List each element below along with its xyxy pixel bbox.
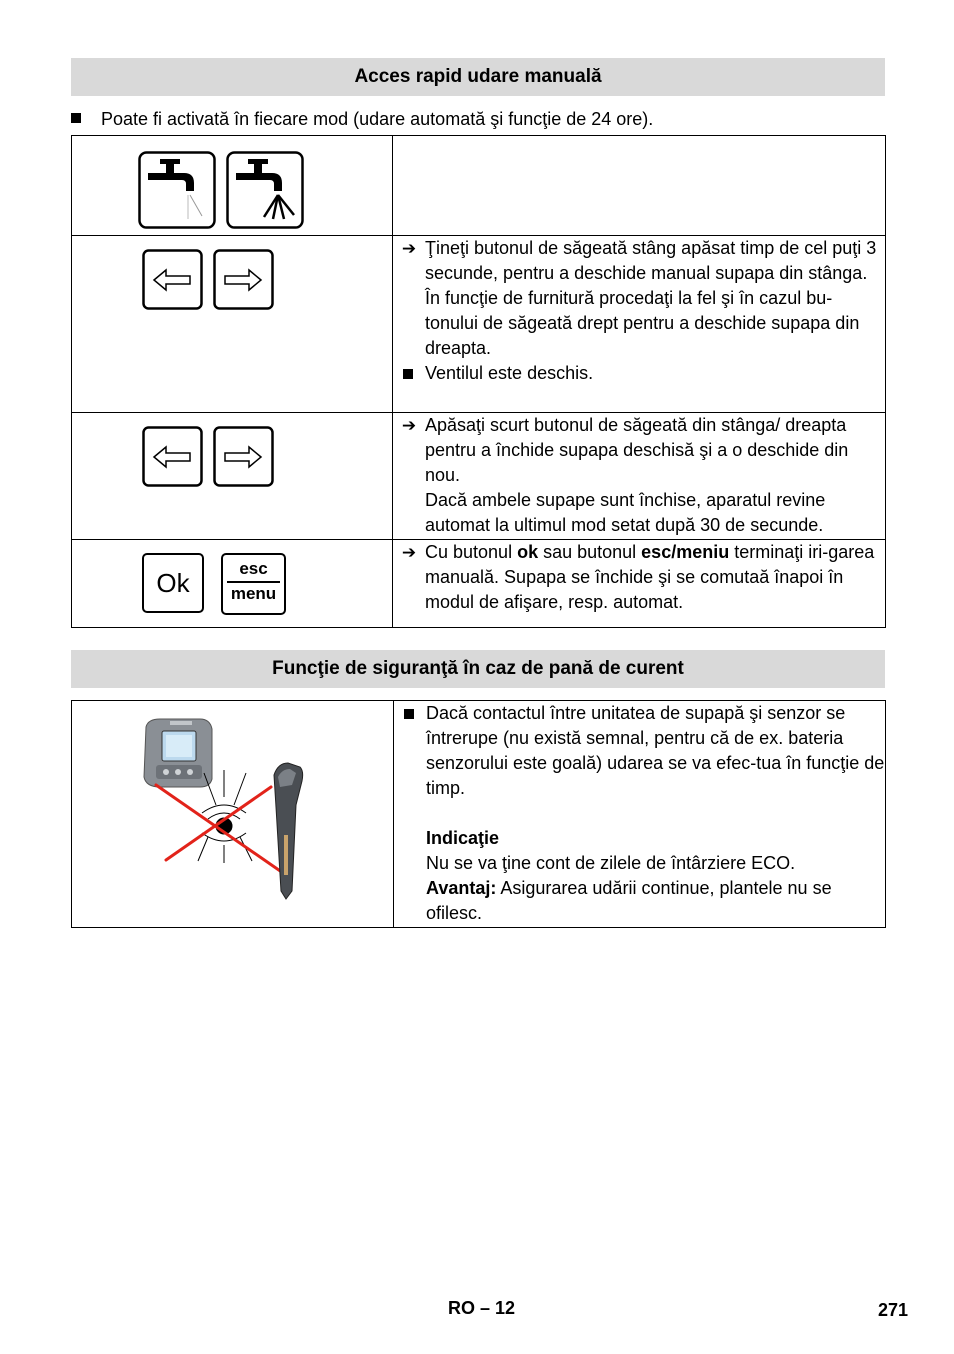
instruction-step: ➔ Cu butonul ok sau butonul esc/meniu terminaţi iri-garea manuală. Supapa se închide şi se comutaă înapoi în modul de afişare, resp. automat. (393, 540, 885, 615)
intro-bullet (71, 108, 653, 130)
instruction-note: În funcţie de furnitură procedaţi la fel şi în cazul bu-tonului de săgeată drept pentru a deschide supapa din dreapta. (425, 288, 860, 358)
arrow-right-icon: ➔ (401, 543, 417, 562)
result-item: Ventilul este deschis. (393, 361, 885, 386)
description-cell (394, 701, 886, 928)
esc-menu-key-icon: esc menu (221, 553, 286, 615)
ok-esc-keys-cell (72, 540, 393, 628)
control-unit-icon (144, 719, 212, 787)
section-title-manual-watering: Acces rapid udare manuală (71, 58, 885, 96)
manual-watering-table (71, 135, 886, 628)
red-cross-icon (156, 785, 286, 875)
tap-icons-cell (72, 136, 393, 236)
square-bullet-icon (394, 701, 426, 719)
arrow-keys (142, 249, 274, 311)
note-text: Nu se va ţine cont de zilele de întârziere ECO. (426, 853, 796, 873)
arrow-keys-cell (72, 236, 393, 413)
footer-section-label: RO – 12 (448, 1298, 516, 1318)
soil-sensor-icon (274, 763, 303, 899)
right-arrow-key-icon (215, 428, 273, 486)
arrow-keys-cell (72, 413, 393, 540)
no-signal-illustration (136, 715, 316, 905)
page-number: 271 (878, 1300, 909, 1320)
arrow-keys (142, 426, 274, 488)
instruction-step: ➔ Apăsaţi scurt butonul de săgeată din stânga/ dreapta pentru a închide supapa deschisă şi a o deschide din nou. (393, 413, 885, 488)
instruction-note: Dacă ambele supape sunt închise, aparatul revine automat la ultimul mod setat după 30 de secunde. (425, 490, 826, 535)
table-row (72, 236, 886, 413)
instruction-step: ➔ Ţineţi butonul de săgeată stâng apăsat timp de cel puţi 3 secunde, pentru a deschide manual supapa din stânga. (393, 236, 885, 286)
square-bullet-icon (393, 361, 425, 379)
square-bullet-icon (71, 113, 81, 123)
advantage-text: Avantaj: Asigurarea udării continue, plantele nu se ofilesc. (426, 878, 832, 923)
table-row (72, 701, 886, 928)
left-arrow-key-icon (144, 428, 202, 486)
instruction-cell (393, 540, 886, 628)
arrow-right-icon: ➔ (401, 239, 417, 258)
sensor-illustration-cell (72, 701, 394, 928)
note-heading: Indicaţie (426, 828, 500, 848)
right-arrow-key-icon (215, 251, 273, 309)
table-row (72, 136, 886, 236)
instruction-cell (393, 413, 886, 540)
power-failure-table (71, 700, 886, 928)
tap-drip-icon (140, 153, 215, 228)
ok-key-icon: Ok (142, 553, 204, 613)
arrow-right-icon: ➔ (401, 416, 417, 435)
tap-icons (138, 151, 308, 231)
intro-text: Poate fi activată în fiecare mod (udare automată şi funcţie de 24 ore). (101, 109, 654, 129)
empty-cell (393, 136, 886, 236)
table-row (72, 413, 886, 540)
instruction-cell (393, 236, 886, 413)
table-row (72, 540, 886, 628)
description-item: Dacă contactul între unitatea de supapă şi senzor se întrerupe (nu există semnal, pentru că de ex. bateria senzorului este goală) udarea se va efec-tua în funcţie de timp. (394, 701, 885, 801)
section-title-power-failure: Funcţie de siguranţă în caz de pană de curent (71, 650, 885, 688)
tap-spray-icon (228, 153, 303, 228)
left-arrow-key-icon (144, 251, 202, 309)
